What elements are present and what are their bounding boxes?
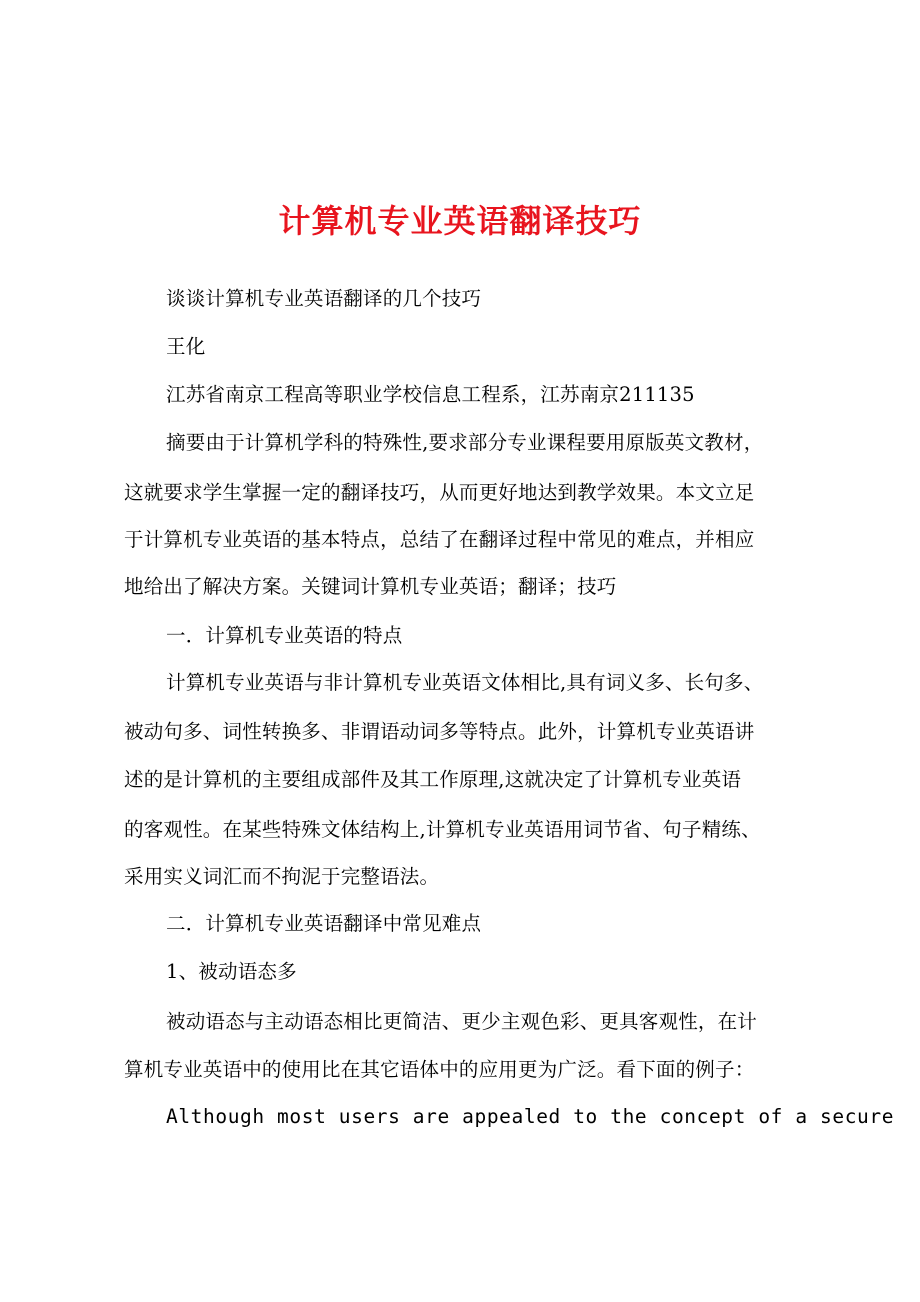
section1-line: 的客观性。在某些特殊文体结构上,计算机专业英语用词节省、句子精练、 [124,818,761,841]
section1-line: 述的是计算机的主要组成部件及其工作原理,这就决定了计算机专业英语 [124,768,742,791]
abstract-line: 于计算机专业英语的基本特点，总结了在翻译过程中常见的难点，并相应 [124,528,755,551]
author: 王化 [166,335,206,358]
section1-line: 采用实义词汇而不拘泥于完整语法。 [124,865,440,888]
subtitle: 谈谈计算机专业英语翻译的几个技巧 [166,287,482,310]
abstract-line: 摘要由于计算机学科的特殊性,要求部分专业课程要用原版英文教材， [166,431,764,454]
section1-line: 计算机专业英语与非计算机专业英语文体相比,具有词义多、长句多、 [166,671,764,694]
subsection-heading: 1、被动语态多 [166,960,297,983]
section1-line: 被动句多、词性转换多、非谓语动词多等特点。此外，计算机专业英语讲 [124,720,755,743]
sub1-line: 算机专业英语中的使用比在其它语体中的应用更为广泛。看下面的例子： [124,1058,755,1081]
document-title: 计算机专业英语翻译技巧 [278,202,642,240]
abstract-line: 地给出了解决方案。关键词计算机专业英语；翻译；技巧 [124,575,617,598]
sub1-line: 被动语态与主动语态相比更简洁、更少主观色彩、更具客观性，在计 [166,1010,758,1033]
section-heading: 二．计算机专业英语翻译中常见难点 [166,912,482,935]
affiliation: 江苏省南京工程高等职业学校信息工程系，江苏南京211135 [166,383,695,406]
section-heading: 一．计算机专业英语的特点 [166,624,403,647]
abstract-line: 这就要求学生掌握一定的翻译技巧，从而更好地达到教学效果。本文立足 [124,481,755,504]
example-sentence: Although most users are appealed to the concept of a secure [166,1105,895,1128]
